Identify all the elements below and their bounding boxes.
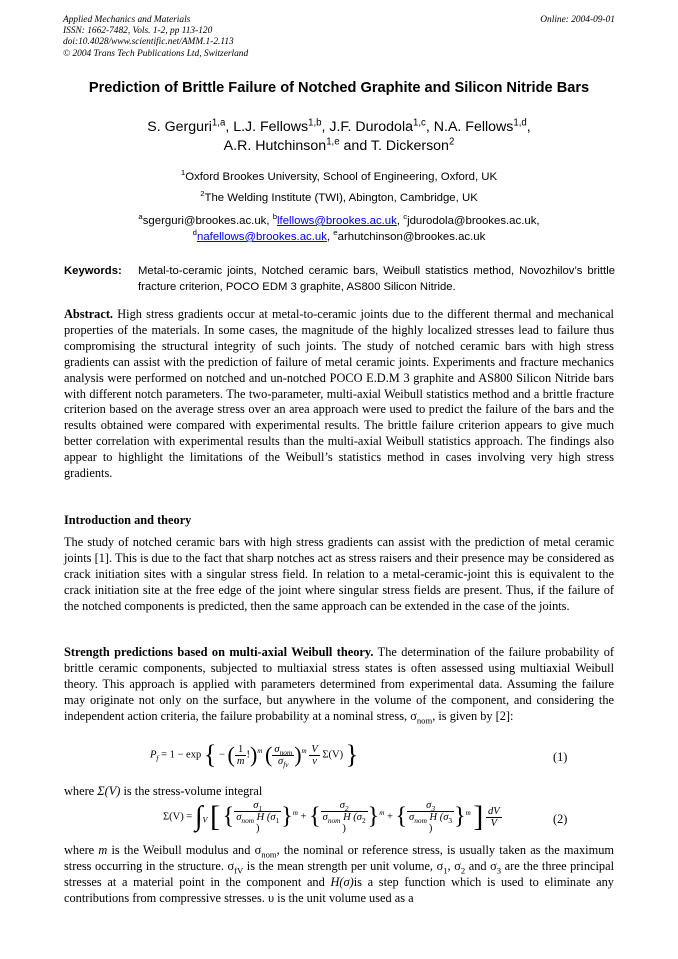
where-2 — [64, 843, 614, 907]
eq2-den-c: ) — [428, 823, 433, 834]
email-sup: c — [403, 212, 408, 222]
email-link-d[interactable]: nafellows@brookes.ac.uk — [196, 231, 327, 243]
email-c: jdurodola@brookes.ac.uk, — [407, 215, 540, 227]
journal-name: Applied Mechanics and Materials — [63, 15, 191, 25]
eq2-d1: 1 — [275, 816, 280, 826]
abstract-label: Abstract. — [64, 307, 114, 321]
equation-2 — [163, 800, 502, 834]
eq1-sig-fv: σ — [278, 755, 284, 767]
eq2-d3: 3 — [448, 816, 453, 826]
eq2-Vd: V — [490, 817, 498, 829]
eq2-m: m — [292, 808, 298, 817]
where1-c: is the stress-volume integral — [120, 784, 263, 798]
author-sup: 1,d — [513, 117, 527, 129]
abstract-text: High stress gradients occur at metal-to-ceramic joints due to the different thermal and mechanical properties of the materials. In some cases, the magnitude of the highly localized stresses lead to failure thus compromising the structural integrity of such joints. The study of notched ceramic bars with high stress gradients can assist with the prediction of failure of metal ceramic joints. Experiments and fracture mechanics analysis were performed on notched and un-notched POCO E.D.M 3 graphite and AS800 Silicon Nitride bars with different notch parameters. The two-parameter, multi-axial Weibull statistics method and a brittle fracture criterion based on the average stress over an area approach were used to predict the failure of the bars and the results obtained were compared with experimental results. The brittle failure criterion appears to give much better correlation with experimental results than the multi-axial Weibull statistics approach. The findings also appear to highlight the limitations of the Weibull’s statistics method in cases involving very high stress gradients. — [64, 307, 614, 481]
eq1-m: m — [236, 755, 245, 767]
aff-sup: 1 — [180, 168, 186, 178]
eq1-exp-m2: m — [301, 746, 307, 755]
email-e: arhutchinson@brookes.ac.uk — [337, 231, 486, 243]
email-a: sgerguri@brookes.ac.uk, — [142, 215, 273, 227]
eq2-den-h: H (σ — [254, 812, 276, 823]
strength-paragraph — [64, 645, 614, 725]
w2: is the Weibull modulus and σ — [107, 843, 262, 857]
eq1-frac-sigma — [272, 744, 294, 767]
copyright: © 2004 Trans Tech Publications Ltd, Switzerland — [63, 48, 249, 59]
eq1-mid: = 1 − exp — [158, 749, 202, 761]
issn: ISSN: 1662-7482, Vols. 1-2, pp 113-120 — [63, 26, 213, 37]
strength-text: The determination of the failure probability of brittle ceramic components, subjected to multiaxial stress states is often assessed using multiaxial Weibull theory. This approach is applied with parameters determined from experimental data. Assuming the failure may originate not only on the surface, but anywhere in the volume of the component, and considering the independent action criteria, the failure probability at a nominal stress, σ — [64, 645, 614, 723]
doi: doi:10.4028/www.scientific.net/AMM.1-2.113 — [63, 37, 234, 48]
author-sup: 2 — [448, 136, 455, 148]
eq2-brace: { — [222, 803, 235, 830]
w2-sub: nom — [261, 849, 277, 860]
eq2-s1-sub: 1 — [258, 804, 263, 814]
eq1-bang: ! — [246, 749, 250, 761]
author-sup: 1,b — [308, 117, 322, 129]
eq2-den-h: H (σ — [340, 812, 362, 823]
author-name: A.R. Hutchinson — [223, 138, 327, 154]
author-name: , L.J. Fellows — [225, 119, 309, 135]
eq2-brace: } — [367, 803, 380, 830]
eq1-frac-Vv — [309, 744, 319, 767]
eq2-number: (2) — [553, 812, 568, 826]
keywords-text: Metal-to-ceramic joints, Notched ceramic bars, Weibull statistics method, Novozhilov’s brittle fracture criterion, POCO EDM 3 graphite, AS800 Silicon Nitride. — [138, 265, 615, 293]
eq1-paren: ) — [294, 742, 302, 767]
eq1-paren: ( — [227, 742, 235, 767]
email-sup: a — [138, 212, 143, 222]
author-name: S. Gerguri — [147, 119, 212, 135]
journal-header — [63, 15, 615, 60]
eq2-lhs: Σ(V) = — [163, 811, 193, 823]
eq2-brace: } — [281, 803, 293, 830]
author-sup: 1,e — [326, 136, 340, 148]
eq2-int-V: V — [202, 815, 208, 825]
w2: where — [64, 843, 99, 857]
eq2-den-h: H (σ — [426, 812, 449, 823]
eq1-lhs: P — [150, 749, 157, 761]
eq2-m: m — [465, 808, 471, 817]
eq2-brace: } — [454, 803, 466, 830]
email-sup: e — [333, 228, 338, 238]
eq1-minus: − — [218, 749, 225, 761]
email-link-b[interactable]: lfellows@brookes.ac.uk — [277, 215, 397, 227]
where1-b: Σ(V) — [97, 784, 121, 798]
eq1-number: (1) — [553, 750, 568, 764]
equation-1 — [150, 740, 358, 770]
w2-sub: fV — [234, 865, 244, 876]
w2-sub: 3 — [496, 865, 502, 876]
aff-text: Oxford Brookes University, School of Engineering, Oxford, UK — [185, 171, 498, 183]
eq2-s3-sub: 3 — [431, 804, 435, 814]
eq2-den-c: ) — [342, 823, 346, 834]
eq1-fv: fv — [283, 759, 289, 769]
eq2-s1: σ — [253, 800, 259, 811]
keywords — [64, 263, 615, 295]
eq2-plus: + — [386, 811, 393, 823]
eq1-V: V — [311, 743, 318, 755]
eq2-frac-dV — [486, 806, 502, 829]
eq2-bracket: ] — [473, 800, 484, 833]
eq2-brace: { — [309, 803, 321, 830]
abstract — [64, 307, 614, 482]
aff-sup: 2 — [200, 189, 205, 199]
eq2-s3: σ — [426, 800, 432, 811]
online-date: Online: 2004-09-01 — [540, 15, 615, 25]
email-sep: , — [326, 231, 334, 243]
eq2-den-nom: nom — [241, 816, 255, 826]
w2-sub: 2 — [460, 865, 466, 876]
strength-tail: , is given by [2]: — [432, 708, 514, 723]
email-sup: d — [192, 228, 197, 238]
eq1-sigmaV: Σ(V) — [322, 749, 344, 761]
eq2-plus: + — [300, 811, 307, 823]
email-list — [40, 213, 638, 245]
intro-heading: Introduction and theory — [64, 513, 192, 527]
eq2-m: m — [379, 808, 385, 817]
eq2-den-nom: nom — [414, 816, 427, 826]
author-sup: 1,a — [211, 117, 226, 129]
where-1 — [64, 784, 614, 800]
email-sep: , — [396, 215, 404, 227]
author-sep: , — [526, 119, 531, 135]
eq2-den-nom: nom — [327, 816, 341, 826]
eq2-den: σ — [409, 812, 415, 823]
w2-m: m — [98, 843, 108, 857]
paper-title: Prediction of Brittle Failure of Notched Graphite and Silicon Nitride Bars — [88, 80, 590, 96]
eq1-lhs-sub: f — [156, 753, 159, 763]
author-name: , J.F. Durodola — [321, 119, 413, 135]
keywords-label: Keywords: — [64, 265, 122, 277]
affiliation-1 — [40, 168, 638, 183]
aff-text: The Welding Institute (TWI), Abington, Cambridge, UK — [204, 192, 478, 204]
eq2-den-c: ) — [255, 823, 260, 834]
eq1-frac-1m — [235, 744, 247, 767]
sub-nom: nom — [416, 715, 433, 726]
author-name: and T. Dickerson — [339, 138, 449, 154]
strength-heading: Strength predictions based on multi-axial Weibull theory. — [64, 645, 374, 659]
w2: and σ — [465, 858, 497, 873]
eq1-brace-open: { — [203, 740, 217, 769]
author-sup: 1,c — [413, 117, 426, 129]
eq2-s2-sub: 2 — [344, 804, 349, 814]
w2: are the three principal stresses at a material point in the component and — [64, 858, 614, 889]
author-list — [40, 118, 638, 156]
w2: is the mean strength per unit volume, σ — [243, 858, 444, 873]
w2: , σ — [447, 858, 461, 873]
eq2-den: σ — [236, 812, 242, 823]
eq1-brace-close: } — [345, 740, 359, 769]
eq1-exp-m: m — [257, 746, 263, 755]
eq1-one: 1 — [235, 744, 247, 756]
eq2-integral: ∫ — [194, 801, 203, 832]
eq1-nom: nom — [279, 747, 293, 757]
intro-text: The study of notched ceramic bars with high stress gradients can assist with the prediction of metal ceramic joints [1]. This is due to the fact that sharp notches act as stress raisers and their presence may be considered as crack initiation sites with a singular stress field. In relation to a metal-ceramic-joint this is equivalent to the crack initiation site at the free edge of the joint where singular stress fields are present. Thus, if the failure of the notched components is predicted, then the same approach can be extended in the case of the joints. — [64, 535, 614, 613]
eq2-frac-1 — [234, 800, 281, 834]
email-sup: b — [272, 212, 278, 222]
eq2-brace: { — [395, 803, 408, 830]
where1-a: where — [64, 784, 98, 798]
eq2-frac-2 — [321, 800, 368, 834]
w2: , the nominal or reference stress, is usually taken as the maximum stress occurring in the structure. σ — [64, 843, 614, 873]
eq1-v: v — [312, 755, 317, 767]
eq2-d2: 2 — [361, 816, 366, 826]
w2-h: H(σ) — [330, 874, 354, 889]
eq1-paren: ( — [265, 742, 273, 767]
eq2-frac-3 — [407, 800, 454, 834]
eq1-sig: σ — [274, 743, 280, 755]
eq2-dV: dV — [488, 805, 500, 817]
eq1-paren: ) — [249, 742, 258, 767]
eq2-den: σ — [322, 812, 328, 823]
w2-sub: 1 — [443, 865, 448, 876]
author-name: , N.A. Fellows — [425, 119, 514, 135]
eq2-s2: σ — [339, 800, 345, 811]
eq2-bracket: [ — [210, 800, 221, 833]
affiliation-2 — [40, 189, 638, 204]
w2: is a step function which is used to eliminate any contributions from compressive stresses. υ is the unit volume used as a — [64, 874, 614, 905]
